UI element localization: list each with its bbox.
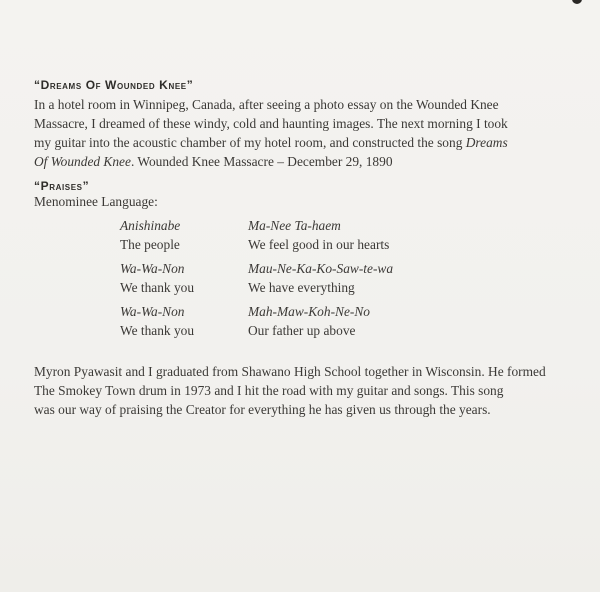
menominee-left-3: Wa-Wa-Non: [120, 304, 185, 319]
menominee-right-2: Mau-Ne-Ka-Ko-Saw-te-wa: [248, 261, 394, 276]
closing-line-3: was our way of praising the Creator for everything he has given us through the years.: [34, 402, 491, 417]
lyrics-stanza: [120, 304, 520, 347]
closing-paragraph: [34, 362, 574, 419]
english-right-2: We have everything: [248, 280, 355, 295]
closing-line-2: The Smokey Town drum in 1973 and I hit the road with my guitar and songs. This song: [34, 383, 504, 398]
song-title-part-1: Dreams: [465, 135, 508, 150]
dreams-line-4: [34, 152, 574, 171]
menominee-right-3: Mah-Maw-Koh-Ne-No: [248, 304, 370, 319]
english-left-3: We thank you: [120, 323, 195, 338]
corner-dot: [572, 0, 582, 4]
menominee-right-1: Ma-Nee Ta-haem: [248, 218, 341, 233]
english-right-3: Our father up above: [248, 323, 356, 338]
dreams-line-3-text: my guitar into the acoustic chamber of my hotel room, and constructed the song: [34, 135, 466, 150]
closing-line-1: Myron Pyawasit and I graduated from Shawano High School together in Wisconsin. He formed: [34, 364, 546, 379]
english-left-1: The people: [120, 237, 180, 252]
dreams-paragraph: [34, 95, 574, 171]
praises-heading: “Praises”: [34, 179, 90, 193]
dreams-heading: “Dreams Of Wounded Knee”: [34, 78, 194, 92]
english-left-2: We thank you: [120, 280, 195, 295]
dreams-line-1: In a hotel room in Winnipeg, Canada, after seeing a photo essay on the Wounded Knee: [34, 97, 499, 112]
lyrics-table: [120, 218, 520, 347]
lyrics-stanza: [120, 261, 520, 304]
english-right-1: We feel good in our hearts: [248, 237, 390, 252]
song-title-part-2: Of Wounded Knee: [34, 154, 131, 169]
dreams-line-2: Massacre, I dreamed of these windy, cold and haunting images. The next morning I took: [34, 116, 508, 131]
lyrics-stanza: [120, 218, 520, 261]
menominee-left-2: Wa-Wa-Non: [120, 261, 185, 276]
menominee-left-1: Anishinabe: [120, 218, 181, 233]
dreams-line-3: [34, 133, 574, 152]
dreams-line-4-text: . Wounded Knee Massacre – December 29, 1890: [130, 154, 393, 169]
language-label: Menominee Language:: [34, 194, 158, 209]
